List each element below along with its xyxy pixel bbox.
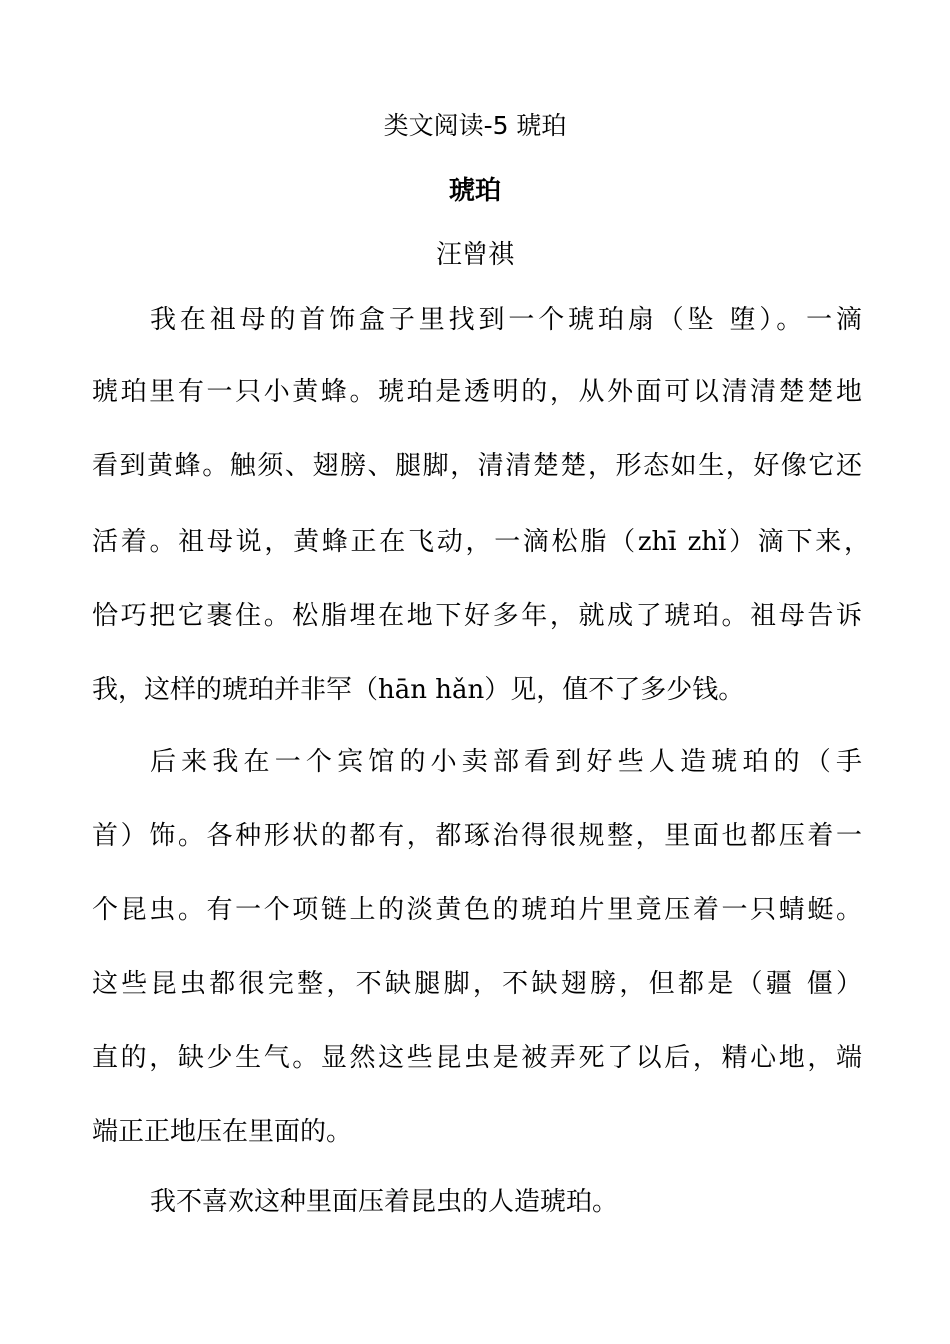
paragraph-1-line-2: 琥珀里有一只小黄蜂。琥珀是透明的，从外面可以清清楚楚地 (92, 377, 862, 407)
paragraph-2-line-2: 首）饰。各种形状的都有，都琢治得很规整，里面也都压着一 (92, 821, 862, 851)
paragraph-3-line-1: 我不喜欢这种里面压着昆虫的人造琥珀。 (150, 1187, 619, 1217)
paragraph-2-line-6: 端正正地压在里面的。 (92, 1117, 353, 1147)
paragraph-1-line-4: 活着。祖母说，黄蜂正在飞动，一滴松脂（zhī zhǐ）滴下来， (92, 527, 870, 557)
paragraph-2-line-3: 个昆虫。有一个项链上的淡黄色的琥珀片里竟压着一只蜻蜓。 (92, 895, 862, 925)
paragraph-1-line-5: 恰巧把它裹住。松脂埋在地下好多年，就成了琥珀。祖母告诉 (92, 601, 862, 631)
paragraph-1-line-3: 看到黄蜂。触须、翅膀、腿脚，清清楚楚，形态如生，好像它还 (92, 451, 862, 481)
essay-title: 琥珀 (448, 176, 501, 206)
paragraph-2-line-5: 直的，缺少生气。显然这些昆虫是被弄死了以后，精心地，端 (92, 1043, 862, 1073)
paragraph-1-line-1: 我在祖母的首饰盒子里找到一个琥珀扇（坠 堕）。一滴 (150, 305, 862, 335)
paragraph-1-line-6: 我，这样的琥珀并非罕（hān hǎn）见，值不了多少钱。 (92, 675, 745, 705)
document-heading: 类文阅读-5 琥珀 (383, 111, 567, 140)
paragraph-2-line-4: 这些昆虫都很完整，不缺腿脚，不缺翅膀，但都是（疆 僵） (92, 969, 862, 999)
paragraph-2-line-1: 后来我在一个宾馆的小卖部看到好些人造琥珀的（手 (150, 747, 862, 777)
essay-author: 汪曾祺 (435, 240, 514, 270)
